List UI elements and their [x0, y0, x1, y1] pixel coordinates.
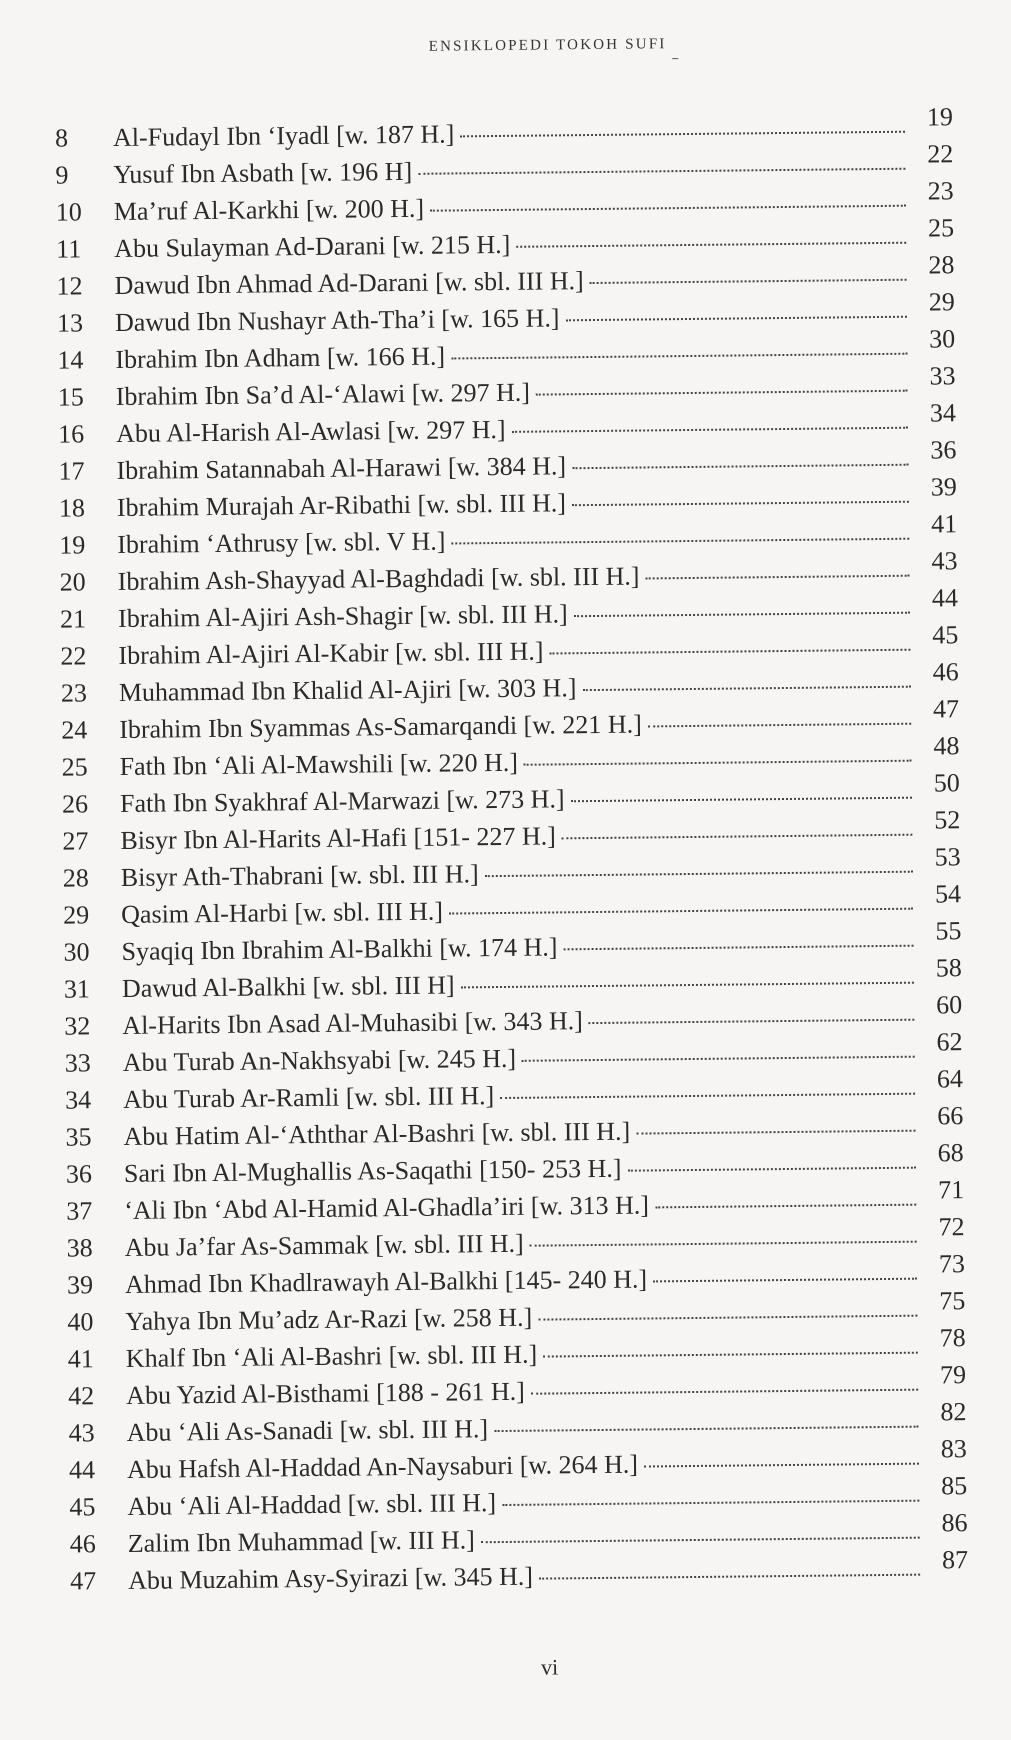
- entry-page-number: 82: [940, 1397, 967, 1427]
- entry-title: Abu Turab Ar-Ramli [w. sbl. III H.]: [122, 1081, 495, 1114]
- entry-number: 16: [57, 419, 85, 449]
- dot-leader: [646, 575, 910, 580]
- entry-page-number: 30: [929, 324, 956, 354]
- entry-page-number: 41: [930, 509, 958, 539]
- entry-page-number: 53: [934, 842, 961, 872]
- dot-leader: [430, 205, 906, 212]
- dot-leader: [494, 1426, 918, 1432]
- entry-number: 37: [66, 1196, 93, 1226]
- entry-number: 17: [58, 456, 85, 486]
- entry-number: 46: [69, 1529, 96, 1559]
- entry-page-number: 33: [929, 361, 956, 391]
- entry-title: Syaqiq Ibn Ibrahim Al-Balkhi [w. 174 H.]: [121, 932, 558, 966]
- entry-title: Abu ‘Ali Al-Haddad [w. sbl. III H.]: [127, 1488, 497, 1521]
- entry-number: 8: [54, 123, 69, 153]
- entry-title: Abu Hafsh Al-Haddad An-Naysaburi [w. 264 H.]: [126, 1449, 639, 1484]
- entry-page-number: 55: [935, 916, 962, 946]
- entry-title: Abu Sulayman Ad-Darani [w. 215 H.]: [114, 229, 511, 264]
- entry-page-number: 66: [937, 1101, 964, 1131]
- dot-leader: [582, 686, 910, 691]
- dot-leader: [571, 797, 912, 803]
- dot-leader: [449, 908, 913, 915]
- entry-title: Abu Muzahim Asy-Syirazi [w. 345 H.]: [128, 1561, 534, 1595]
- entry-number: 40: [67, 1307, 94, 1337]
- dot-leader: [516, 242, 906, 248]
- entry-title: Ahmad Ibn Khadlrawayh Al-Balkhi [145- 240 H.]: [124, 1264, 648, 1299]
- entry-title: Ibrahim Ibn Sa’d Al-‘Alawi [w. 297 H.]: [115, 377, 531, 412]
- entry-number: 21: [59, 604, 87, 634]
- entry-page-number: 23: [927, 176, 954, 206]
- entry-number: 34: [64, 1085, 92, 1115]
- dot-leader: [461, 982, 914, 989]
- entry-page-number: 79: [939, 1360, 967, 1390]
- entry-page-number: 45: [932, 620, 959, 650]
- entry-number: 33: [64, 1048, 91, 1078]
- entry-number: 14: [57, 345, 84, 375]
- dot-leader: [481, 1537, 920, 1544]
- entry-number: 10: [55, 197, 82, 227]
- entry-number: 29: [63, 900, 90, 930]
- entry-number: 44: [68, 1455, 96, 1485]
- entry-page-number: 25: [927, 213, 955, 243]
- entry-number: 11: [56, 234, 82, 264]
- entry-page-number: 36: [930, 435, 957, 465]
- entry-number: 26: [61, 789, 89, 819]
- entry-number: 32: [64, 1011, 91, 1041]
- entry-title: Ibrahim ‘Athrusy [w. sbl. V H.]: [117, 526, 446, 559]
- entry-page-number: 85: [941, 1471, 968, 1501]
- entry-title: ‘Ali Ibn ‘Abd Al-Hamid Al-Ghadla’iri [w. 313 H.]: [124, 1190, 650, 1225]
- entry-title: Ibrahim Ibn Syammas As-Samarqandi [w. 221 H.]: [119, 709, 642, 744]
- entry-page-number: 86: [941, 1508, 968, 1538]
- entry-number: 36: [65, 1159, 93, 1189]
- entry-page-number: 58: [935, 953, 962, 983]
- entry-number: 27: [62, 826, 89, 856]
- entry-page-number: 73: [938, 1249, 966, 1279]
- dot-leader: [530, 1241, 917, 1247]
- entry-number: 24: [61, 715, 88, 745]
- entry-number: 20: [59, 567, 86, 597]
- entry-page-number: 47: [932, 694, 960, 724]
- entry-number: 23: [60, 678, 88, 708]
- entry-page-number: 43: [931, 546, 958, 576]
- dot-leader: [590, 279, 907, 284]
- entry-title: Yusuf Ibn Asbath [w. 196 H]: [113, 156, 413, 190]
- entry-page-number: 54: [934, 879, 962, 909]
- entry-number: 15: [57, 382, 84, 412]
- entry-number: 9: [55, 160, 69, 190]
- entry-page-number: 78: [939, 1323, 966, 1353]
- entry-title: Al-Fudayl Ibn ‘Iyadl [w. 187 H.]: [112, 119, 455, 153]
- dot-leader: [502, 1500, 919, 1506]
- entry-title: Abu Yazid Al-Bisthami [188 - 261 H.]: [126, 1376, 526, 1410]
- entry-number: 31: [63, 974, 91, 1004]
- entry-number: 18: [58, 493, 86, 523]
- entry-page-number: 22: [927, 139, 954, 169]
- dot-leader: [543, 1352, 918, 1358]
- entry-page-number: 62: [936, 1027, 963, 1057]
- entry-title: Ibrahim Ash-Shayyad Al-Baghdadi [w. sbl. III H.]: [117, 561, 640, 596]
- entry-page-number: 50: [933, 768, 960, 798]
- dot-leader: [574, 612, 910, 618]
- entry-title: Muhammad Ibn Khalid Al-Ajiri [w. 303 H.]: [118, 673, 577, 707]
- entry-title: Bisyr Ibn Al-Harits Al-Hafi [151- 227 H.]: [120, 821, 556, 855]
- entry-title: Bisyr Ath-Thabrani [w. sbl. III H.]: [120, 859, 479, 892]
- dot-leader: [512, 427, 908, 433]
- entry-title: Dawud Ibn Ahmad Ad-Darani [w. sbl. III H.]: [114, 266, 584, 301]
- entry-title: Al-Harits Ibn Asad Al-Muhasibi [w. 343 H.]: [122, 1006, 583, 1040]
- entry-number: 25: [61, 752, 88, 782]
- entry-page-number: 19: [926, 102, 954, 132]
- entry-page-number: 39: [930, 472, 957, 502]
- entry-title: Fath Ibn Syakhraf Al-Marwazi [w. 273 H.]: [119, 784, 565, 818]
- entry-title: Zalim Ibn Muhammad [w. III H.]: [127, 1525, 475, 1558]
- running-head: ENSIKLOPEDI TOKOH SUFI: [428, 36, 667, 55]
- dot-leader: [644, 1463, 919, 1468]
- dot-leader: [451, 353, 907, 360]
- entry-page-number: 60: [936, 990, 963, 1020]
- entry-number: 38: [66, 1233, 93, 1263]
- entry-page-number: 68: [937, 1138, 964, 1168]
- dot-leader: [655, 1204, 916, 1209]
- entry-title: Ibrahim Al-Ajiri Ash-Shagir [w. sbl. III H.]: [117, 599, 568, 633]
- dot-leader: [500, 1093, 915, 1099]
- entry-title: Abu Ja’far As-Sammak [w. sbl. III H.]: [124, 1228, 524, 1262]
- table-of-contents: [54, 102, 969, 1599]
- entry-page-number: 34: [929, 398, 957, 428]
- entry-title: Qasim Al-Harbi [w. sbl. III H.]: [121, 896, 444, 929]
- entry-title: Dawud Ibn Nushayr Ath-Tha’i [w. 165 H.]: [114, 303, 560, 338]
- entry-title: Yahya Ibn Mu’adz Ar-Razi [w. 258 H.]: [125, 1302, 533, 1336]
- dot-leader: [562, 834, 913, 840]
- dot-leader: [572, 464, 908, 470]
- entry-title: Ibrahim Satannabah Al-Harawi [w. 384 H.]: [116, 451, 567, 485]
- entry-number: 35: [65, 1122, 92, 1152]
- dot-leader: [589, 1019, 915, 1024]
- print-mark: [672, 58, 678, 59]
- entry-number: 42: [68, 1381, 95, 1411]
- entry-number: 30: [63, 937, 90, 967]
- dot-leader: [636, 1130, 915, 1135]
- dot-leader: [539, 1574, 920, 1580]
- entry-page-number: 48: [933, 731, 960, 761]
- dot-leader: [653, 1278, 917, 1283]
- entry-number: 43: [68, 1418, 95, 1448]
- entry-title: Abu Al-Harish Al-Awlasi [w. 297 H.]: [115, 414, 506, 448]
- entry-title: Khalf Ibn ‘Ali Al-Bashri [w. sbl. III H.]: [125, 1339, 538, 1373]
- dot-leader: [648, 723, 911, 728]
- entry-title: Ibrahim Al-Ajiri Al-Kabir [w. sbl. III H.]: [118, 636, 544, 670]
- entry-title: Abu Hatim Al-‘Aththar Al-Bashri [w. sbl. III H.]: [123, 1116, 631, 1151]
- entry-title: Abu Turab An-Nakhsyabi [w. 245 H.]: [122, 1043, 517, 1077]
- dot-leader: [563, 945, 913, 951]
- dot-leader: [485, 871, 913, 877]
- dot-leader: [451, 538, 909, 545]
- entry-title: Ibrahim Murajah Ar-Ribathi [w. sbl. III H.]: [116, 488, 567, 522]
- dot-leader: [627, 1167, 915, 1172]
- dot-leader: [550, 649, 911, 655]
- entry-number: 41: [67, 1344, 94, 1374]
- entry-number: 47: [70, 1566, 97, 1596]
- entry-number: 12: [56, 271, 83, 301]
- entry-page-number: 44: [931, 583, 959, 613]
- entry-page-number: 87: [941, 1545, 969, 1575]
- dot-leader: [538, 1315, 917, 1321]
- entry-page-number: 46: [932, 657, 959, 687]
- dot-leader: [536, 390, 908, 396]
- entry-page-number: 64: [936, 1064, 964, 1094]
- entry-page-number: 52: [934, 805, 961, 835]
- dot-leader: [418, 168, 905, 175]
- entry-number: 45: [69, 1492, 96, 1522]
- entry-number: 19: [59, 530, 86, 560]
- dot-leader: [460, 131, 905, 138]
- entry-title: Abu ‘Ali As-Sanadi [w. sbl. III H.]: [126, 1414, 489, 1447]
- entry-number: 39: [66, 1270, 94, 1300]
- entry-number: 22: [60, 641, 87, 671]
- entry-page-number: 83: [940, 1434, 967, 1464]
- dot-leader: [524, 760, 912, 766]
- dot-leader: [572, 501, 909, 507]
- entry-page-number: 29: [928, 287, 955, 317]
- dot-leader: [566, 316, 907, 322]
- dot-leader: [531, 1389, 918, 1395]
- entry-title: Ma’ruf Al-Karkhi [w. 200 H.]: [113, 193, 425, 227]
- entry-number: 28: [62, 863, 89, 893]
- entry-title: Dawud Al-Balkhi [w. sbl. III H]: [121, 970, 455, 1003]
- entry-title: Fath Ibn ‘Ali Al-Mawshili [w. 220 H.]: [119, 747, 519, 781]
- entry-title: Ibrahim Ibn Adham [w. 166 H.]: [115, 341, 446, 375]
- entry-page-number: 72: [938, 1212, 965, 1242]
- entry-page-number: 75: [939, 1286, 966, 1316]
- page-folio: vi: [540, 1654, 559, 1680]
- entry-page-number: 71: [937, 1175, 965, 1205]
- entry-page-number: 28: [928, 250, 955, 280]
- entry-title: Sari Ibn Al-Mughallis As-Saqathi [150- 253 H.]: [123, 1153, 622, 1188]
- entry-number: 13: [56, 308, 84, 338]
- dot-leader: [522, 1056, 915, 1062]
